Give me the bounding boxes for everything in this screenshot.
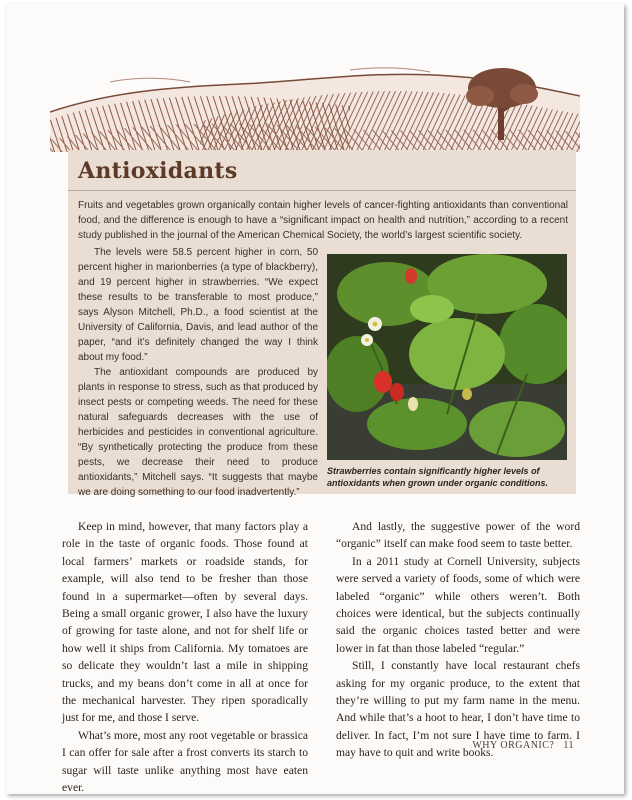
sidebar-divider: [68, 190, 576, 191]
body-paragraph: In a 2011 study at Cornell University, subjects were served a variety of foods, some of which were labeled “organic” while others weren’t. Both choices were identical, but the subjects continually said the organic choices tasted better and were lower in fat than those labeled “regular.”: [336, 554, 580, 655]
body-paragraph: What’s more, most any root vegetable or brassica I can offer for sale after a frost converts its starch to sugar will taste unlike anything most have eaten ever.: [62, 728, 308, 794]
page-footer: [466, 740, 574, 751]
photo-caption: Strawberries contain significantly higher levels of antioxidants when grown under organic conditions.: [327, 466, 549, 488]
body-paragraph: Keep in mind, however, that many factors play a role in the taste of organic foods. Those found at local farmers’ markets or roadside stands, for example, will also tend to be fresher than those found in a supermarket—often by several days. Being a small organic grower, I also have the luxury of growing for taste alone, and not for shelf life or how well it ships from California. My tomatoes are so delicate they wouldn’t last a mile in shipping trucks, and my beans don’t come in all at once for the mechanical harvester. They ripen sporadically just for me, and those I serve.: [62, 520, 308, 725]
body-column-right: [336, 518, 580, 762]
body-column-left: [62, 518, 308, 794]
running-head: WHY ORGANIC?: [472, 740, 555, 751]
sidebar-column: [78, 245, 318, 500]
antioxidants-sidebar: [68, 150, 576, 498]
body-paragraph: Still, I constantly have local restaurant chefs asking for my organic produce, to the extent that they’re willing to put my farm name in the menu. And while that’s a hoot to hear, I don’t have time to deliver. In fact, I’m not sure I have time to farm. I may have to quit and write books.: [336, 659, 580, 760]
body-paragraph: And lastly, the suggestive power of the word “organic” itself can make food seem to taste better.: [336, 520, 580, 551]
sidebar-paragraph: The antioxidant compounds are produced by plants in response to stress, such as that produced by insect pests or competing weeds. The need for these natural safeguards decreases with the use of herbicides and pesticides in conventional agriculture. “By synthetically protecting the produce from these pests, we decrease their need to produce antioxidants,” Mitchell says. “It suggests that maybe we are doing something to our food inadvertently.”: [78, 367, 318, 498]
strawberry-plant-photo: [327, 254, 567, 460]
sidebar-paragraph: The levels were 58.5 percent higher in corn, 50 percent higher in marionberries (a type of blackberry), and 19 percent higher in strawberries. “We expect these results to be transferable to most produce,” says Alyson Mitchell, Ph.D., a food scientist at the University of California, Davis, and lead author of the paper, “and it’s definitely changed the way I think about my food.”: [78, 247, 318, 363]
sidebar-intro: Fruits and vegetables grown organically contain higher levels of cancer-fighting antioxidants than conventional food, and the difference is enough to have a “significant impact on health and nutrition,” according to a recent study published in the journal of the American Chemical Society, the world’s largest scientific society.: [78, 200, 568, 241]
book-page: [6, 4, 624, 794]
page-number: 11: [563, 740, 574, 751]
farm-landscape-illustration: [50, 62, 580, 152]
sidebar-title: Antioxidants: [78, 158, 238, 184]
